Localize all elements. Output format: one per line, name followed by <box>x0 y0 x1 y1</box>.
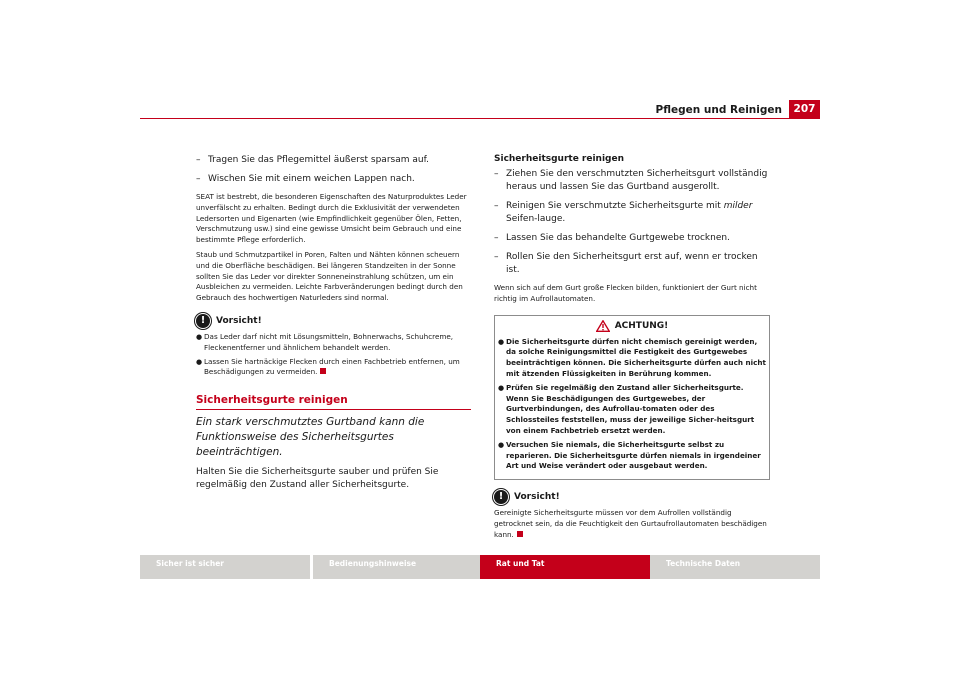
header-divider <box>140 118 820 119</box>
section-title: Sicherheitsgurte reinigen <box>196 394 471 410</box>
tab-sicher-ist-sicher[interactable]: Sicher ist sicher <box>140 555 310 579</box>
instruction-step: – Tragen Sie das Pflegemittel äußerst sparsam auf. <box>196 155 429 165</box>
tab-rat-und-tat[interactable]: Rat und Tat <box>480 555 650 579</box>
bullet-icon: ● <box>196 357 203 366</box>
instruction-step: – Wischen Sie mit einem weichen Lappen nach. <box>196 174 415 184</box>
caution-item: ● Lassen Sie hartnäckige Flecken durch einen Fachbetrieb entfernen, um Beschädigungen zu vermeiden. <box>196 356 460 377</box>
caution-heading <box>494 490 770 504</box>
caution-icon: ! <box>196 314 210 328</box>
bullet-icon: ● <box>498 383 505 392</box>
caution-title: Vorsicht! <box>514 492 560 503</box>
instruction-step: – Reinigen Sie verschmutzte Sicherheitsgurte mit milder Seifen-lauge. <box>494 201 753 224</box>
page-header-title: Pflegen und Reinigen <box>655 104 782 116</box>
caution-text: Gereinigte Sicherheitsgurte müssen vor dem Aufrollen vollständig getrocknet sein, da die Feuchtigkeit den Gurtaufrollautomaten beschädigen kann. <box>494 508 767 539</box>
warning-heading <box>498 320 766 332</box>
warning-item: ● Die Sicherheitsgurte dürfen nicht chemisch gereinigt werden, da solche Reinigungsmittel die Festigkeit des Gurtgewebes beeinträchtigen können. Die Sicherheitsgurte dürfen auch nicht mit ätzenden Flüssigkeiten in Berührung kommen. <box>498 336 766 378</box>
caution-item: ● Das Leder darf nicht mit Lösungsmitteln, Bohnerwachs, Schuhcreme, Fleckenentferner und ähnlichem behandelt werden. <box>196 331 454 352</box>
left-column <box>196 154 471 492</box>
instruction-step: – Rollen Sie den Sicherheitsgurt erst auf, wenn er trocken ist. <box>494 252 758 275</box>
section-end-icon <box>517 531 523 537</box>
body-paragraph: SEAT ist bestrebt, die besonderen Eigenschaften des Naturproduktes Leder unverfälscht zu erhalten. Bedingt durch die Exklusivität der verwendeten Ledersorten und Eigenarten (wie Empfindlichkeit gegenüber Ölen, Fetten, Verschmutzung usw.) sind eine gewisse Umsicht beim Gebrauch und eine bestimmte Pflege erforderlich. <box>196 192 467 245</box>
bullet-icon: ● <box>498 337 505 346</box>
caution-icon: ! <box>494 490 508 504</box>
warning-box <box>494 315 770 481</box>
instruction-step: – Ziehen Sie den verschmutzten Sicherheitsgurt vollständig heraus und lassen Sie das Gurtband ausgerollt. <box>494 169 768 192</box>
section-end-icon <box>320 368 326 374</box>
right-column <box>494 154 770 545</box>
tab-bedienungshinweise[interactable]: Bedienungshinweise <box>313 555 483 579</box>
bullet-icon: ● <box>196 332 203 341</box>
body-paragraph: Wenn sich auf dem Gurt große Flecken bilden, funktioniert der Gurt nicht richtig im Aufrollautomaten. <box>494 283 757 303</box>
page-number: 207 <box>789 100 820 118</box>
bullet-icon: ● <box>498 440 505 449</box>
section-lead: Ein stark verschmutztes Gurtband kann die Funktionsweise des Sicherheitsgurtes beeinträchtigen. <box>196 416 425 459</box>
caution-title: Vorsicht! <box>216 315 262 326</box>
subsection-title: Sicherheitsgurte reinigen <box>494 154 625 164</box>
warning-item: ● Prüfen Sie regelmäßig den Zustand aller Sicherheitsgurte. Wenn Sie Beschädigungen des Gurtgewebes, der Gurtverbindungen, des Aufrollau-tomaten oder des Schlossteiles feststellen, muss der jeweilige Sicher-heitsgurt von einem Fachbetrieb ersetzt werden. <box>498 382 755 435</box>
warning-title: ACHTUNG! <box>614 320 669 331</box>
body-paragraph: Staub und Schmutzpartikel in Poren, Falten und Nähten können scheuern und die Oberfläche beschädigen. Bei längeren Standzeiten in der Sonne sollten Sie das Leder vor direkter Sonneneinstrahlung schützen, um ein Ausbleichen zu vermeiden. Leichte Farbveränderungen bedingt durch den Gebrauch des hochwertigen Naturleders sind normal. <box>196 249 463 303</box>
tab-technische-daten[interactable]: Technische Daten <box>650 555 820 579</box>
warning-triangle-icon <box>596 320 610 332</box>
warning-item: ● Versuchen Sie niemals, die Sicherheitsgurte selbst zu reparieren. Die Sicherheitsgurte dürfen niemals in irgendeiner Art und Weise verändert oder ausgebaut werden. <box>498 439 761 471</box>
section-body: Halten Sie die Sicherheitsgurte sauber und prüfen Sie regelmäßig den Zustand aller Sicherheitsgurte. <box>196 467 439 491</box>
instruction-step: – Lassen Sie das behandelte Gurtgewebe trocknen. <box>494 233 730 243</box>
caution-heading <box>196 314 471 328</box>
